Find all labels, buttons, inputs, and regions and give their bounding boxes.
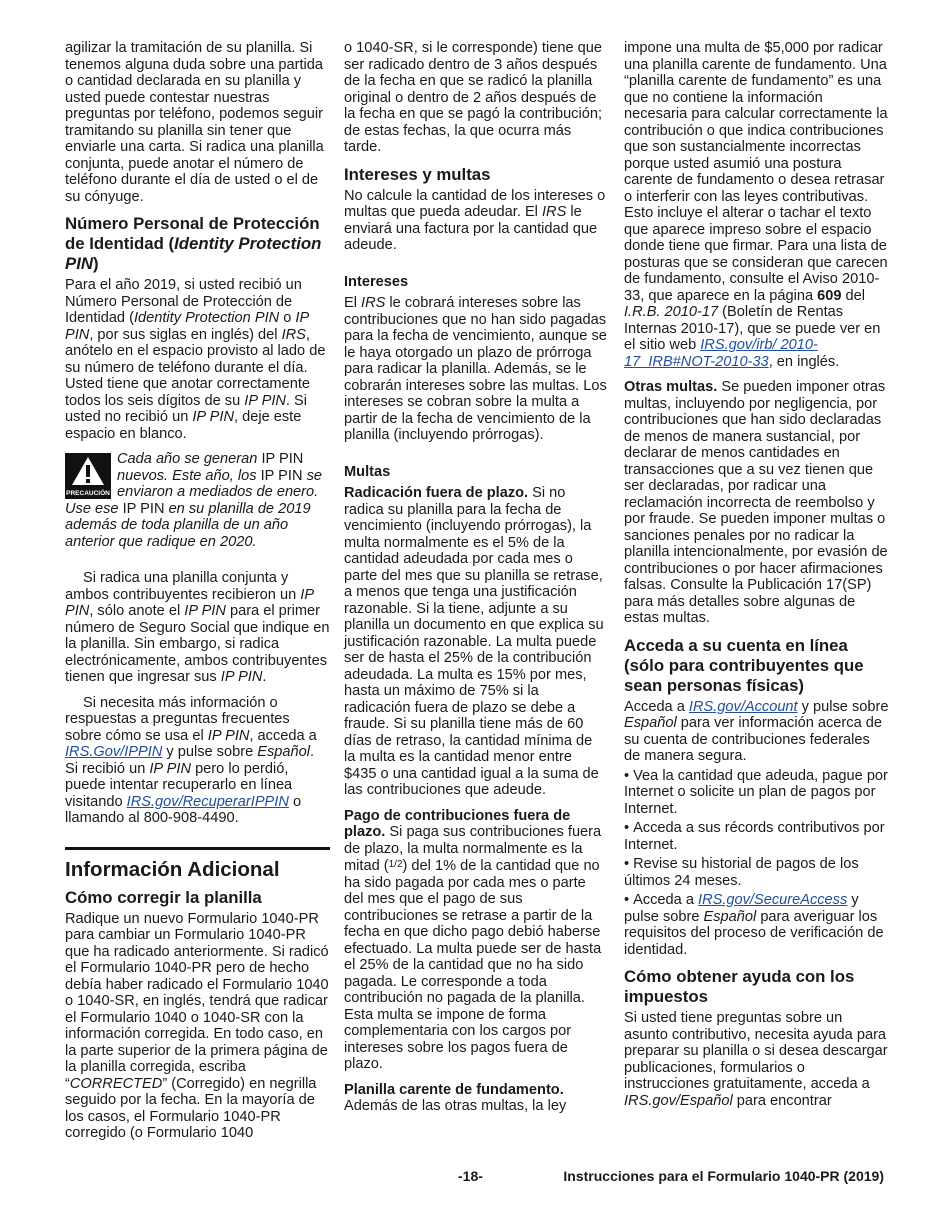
bullet-item: • Acceda a IRS.gov/SecureAccess y pulse sobre Español para averiguar los requisitos del proceso de verificación de identidad. <box>624 892 889 958</box>
section-title: Información Adicional <box>65 847 330 882</box>
column-3 <box>624 40 889 1118</box>
link-irs-account[interactable]: IRS.gov/Account <box>688 698 798 715</box>
link-secure-access[interactable]: IRS.gov/SecureAccess <box>698 892 848 908</box>
heading-cuenta-en-linea: Acceda a su cuenta en línea (sólo para contribuyentes que sean personas físicas) <box>624 635 864 695</box>
column-2 <box>344 40 607 1124</box>
bullet-item: • Vea la cantidad que adeuda, pague por Internet o solicite un plan de pagos por Internet. <box>624 768 889 818</box>
link-recuperar-ippin[interactable]: IRS.gov/RecuperarIPPIN <box>126 793 289 810</box>
paragraph: Radicación fuera de plazo. Si no radica su planilla para la fecha de vencimiento (incluyendo prórrogas), la multa normalmente es el 5% de la cantidad adeudada por cada mes o parte del mes que su planilla se retrase, a menos que tenga una justificación razonable. Si la tiene, adjunte a su planilla un documento en que explica su justificación razonable. La multa puede ser de hasta el 25% de la contribución adeudada. La multa es 15% por mes, hasta un máximo de 75% si la radicación fuera de plazo se debe a fraude. Si su planilla tiene más de 60 días de retraso, la cantidad mínima de la multa es la cantidad menor entre $435 o una cantidad igual a la suma de las contribuciones que adeude. <box>344 485 604 798</box>
caution-icon <box>65 453 113 497</box>
bullet-item: • Revise su historial de pagos de los últimos 24 meses. <box>624 856 889 889</box>
page-number: -18- <box>458 1168 483 1184</box>
paragraph: Otras multas. Se pueden imponer otras multas, incluyendo por negligencia, por contribuciones que han sido declaradas de menos de manera sustancial, por declarar de menos cantidades en transacciones que a su vez tienen que ser declaradas, por radicar una reclamación incorrecta de reembolso y por fraude. Se pueden imponer multas o sanciones penales por no radicar la planilla intencionalmente, por evasión de contribuciones o por hacer afirmaciones falsas. Consulte la Publicación 17(SP) para más detalles sobre algunas de estas multas. <box>624 379 888 626</box>
caution-text: Cada año se generan IP PIN nuevos. Este año, los IP PIN se enviaron a mediados de enero. Use ese IP PIN en su planilla de 2019 además de toda planilla de un año anterior que radique en 2020. <box>65 451 322 550</box>
link-irs-ippin[interactable]: IRS.Gov/IPPIN <box>65 744 163 760</box>
footer-title: Instrucciones para el Formulario 1040-PR (2019) <box>563 1168 884 1184</box>
paragraph: Si radica una planilla conjunta y ambos contribuyentes recibieron un IP PIN, sólo anote el IP PIN para el primer número de Seguro Social que indique en la planilla. Sin embargo, si radica electrónicamente, ambos contribuyentes tienen que ingresar sus IP PIN. <box>65 570 330 685</box>
heading-ayuda: Cómo obtener ayuda con los impuestos <box>624 967 855 1006</box>
paragraph: Pago de contribuciones fuera de plazo. Si paga sus contribuciones fuera de plazo, la multa normalmente es la mitad ($^{1/2}$) del 1% de la cantidad que no ha sido pagada por cada mes o parte del mes que el pago de sus contribuciones se retrase a partir de la fecha en que dicho pago debió haberse efectuado. La multa puede ser de hasta el 25% de la cantidad que no ha sido pagada. Le corresponde a toda contribución no pagada de la planilla. Esta multa se impone de forma complementaria con los cargos por intereses sobre los pagos fuera de plazo. <box>344 807 602 1072</box>
paragraph: agilizar la tramitación de su planilla. Si tenemos alguna duda sobre una partida o cantidad declarada en su planilla y usted puede contestar nuestras preguntas por teléfono, podemos seguir tramitando su planilla sin tener que enviarle una carta. Si radica una planilla conjunta, puede anotar el número de teléfono durante el día de usted o el de su cónyuge. <box>65 40 324 205</box>
paragraph: o 1040-SR, si le corresponde) tiene que ser radicado dentro de 3 años después de la fecha en que se radicó la planilla original o dentro de 2 años después de la fecha en que se pagó la contribución; de estas fechas, la que ocurra más tarde. <box>344 40 603 155</box>
paragraph: Acceda a IRS.gov/Account y pulse sobre Español para ver información acerca de su cuenta de contribuciones federales de manera segura. <box>624 698 889 764</box>
paragraph: Si usted tiene preguntas sobre un asunto contributivo, necesita ayuda para preparar su planilla o si desea descargar publicaciones, formularios o instrucciones gratuitamente, acceda a IRS.gov/Español para encontrar <box>624 1010 888 1109</box>
heading-ip-pin: Número Personal de Protección de Identidad (Identity Protection PIN) <box>65 214 322 273</box>
caution-label: PRECAUCIÓN <box>66 490 110 497</box>
bullet-item: • Acceda a sus récords contributivos por Internet. <box>624 820 889 853</box>
link-irb-2010-17[interactable]: IRS.gov/irb/ 2010-17_IRB#NOT-2010-33 <box>624 337 818 370</box>
heading-intereses: Intereses <box>344 273 409 290</box>
paragraph: Planilla carente de fundamento. Además de las otras multas, la ley <box>344 1081 567 1114</box>
paragraph: Si necesita más información o respuestas a preguntas frecuentes sobre cómo se usa el IP PIN, acceda a IRS.Gov/IPPIN y pulse sobre Español. Si recibió un IP PIN pero lo perdió, puede intentar recuperarlo en línea visitando IRS.gov/RecuperarIPPIN o llamando al 800-908-4490. <box>65 694 317 826</box>
caution-note <box>65 451 330 550</box>
paragraph: Para el año 2019, si usted recibió un Número Personal de Protección de Identidad (Identity Protection PIN o IP PIN, por sus siglas en inglés) del IRS, anótelo en el espacio provisto al lado de su número de teléfono durante el día. Usted tiene que anotar correctamente todos los seis dígitos de su IP PIN. Si usted no recibió un IP PIN, deje este espacio en blanco. <box>65 277 326 442</box>
heading-intereses-multas: Intereses y multas <box>344 164 491 184</box>
paragraph: No calcule la cantidad de los intereses o multas que pueda adeudar. El IRS le enviará una factura por la cantidad que adeude. <box>344 187 606 253</box>
paragraph: Radique un nuevo Formulario 1040-PR para cambiar un Formulario 1040-PR que ha radicado anteriormente. Si radicó el Formulario 1040-PR pero de hecho debía haber radicado el Formulario 1040 o 1040-SR, en inglés, tendrá que radicar el Formulario 1040 o 1040-SR con la información corregida. En todo caso, en la parte superior de la primera página de la planilla corregida, escriba “CORRECTED” (Corregido) en negrilla seguido por la fecha. En la mayoría de los casos, el Formulario 1040-PR corregido (o Formulario 1040 <box>65 910 329 1141</box>
paragraph: impone una multa de $5,000 por radicar una planilla carente de fundamento. Una “planilla carente de fundamento” es una que no contiene la información necesaria para calcular correctamente la contribución o que indica contribuciones que son sustancialmente incorrectas porque usted asumió una postura carente de fundamento o desea retrasar o interferir con las leyes contributivas. Esto incluye el alterar o tachar el texto que aparece impreso sobre el espacio donde tiene que firmar. Para una lista de posturas que se consideran que carecen de fundamento, consulte el Aviso 2010-33, que aparece en la página 609 del I.R.B. 2010-17 (Boletín de Rentas Internas 2010-17), que se puede ver en el sitio web IRS.gov/irb/ 2010-17_IRB#NOT-2010-33, en inglés. <box>624 40 888 370</box>
paragraph: El IRS le cobrará intereses sobre las contribuciones que no han sido pagadas para la fecha de vencimiento, aunque se le haya otorgado un plazo de prórroga para radicar la planilla. Además, se le cobrarán intereses sobre las multas. Los intereses se cobran sobre la multa a partir de la fecha de vencimiento de la planilla (incluyendo prórrogas). <box>344 295 607 443</box>
column-1 <box>65 40 330 1151</box>
heading-corregir: Cómo corregir la planilla <box>65 887 262 907</box>
heading-multas: Multas <box>344 463 391 480</box>
